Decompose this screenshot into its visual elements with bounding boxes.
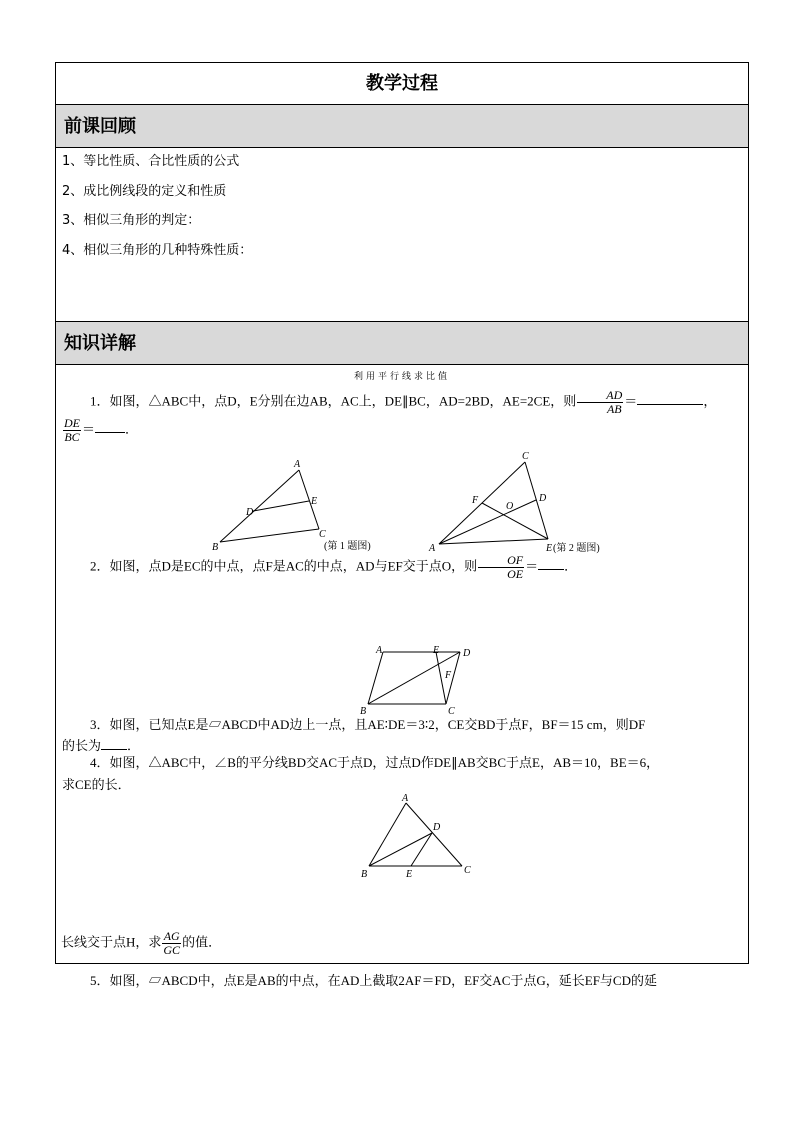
page-title: 教学过程 xyxy=(56,63,748,105)
q2-answer-blank[interactable] xyxy=(538,555,564,570)
figure-3 xyxy=(356,647,486,717)
figure-1 xyxy=(206,457,406,557)
q1-answer-blank-2[interactable] xyxy=(95,418,125,433)
label: D xyxy=(463,648,471,659)
label: F xyxy=(445,670,452,681)
question-3: 3．如图，已知点E是▱ABCD中AD边上一点，且AE∶DE＝3∶2，CE交BD于点F，BF＝15 cm，则DF xyxy=(90,717,646,732)
label: C xyxy=(448,706,455,717)
review-item: 3、相似三角形的判定： xyxy=(62,213,201,228)
question-5-line: 5．如图，▱ABCD中，点E是AB的中点，在AD上截取2AF＝FD，EF交AC于点G，延长EF与CD的延 xyxy=(90,973,657,988)
q5-fraction-ag-gc: $\frac{AG}{GC}$ xyxy=(163,929,181,957)
label: B xyxy=(360,706,367,717)
knowledge-subtitle: 利用平行线求比值 xyxy=(353,371,450,381)
q1-answer-blank-1[interactable] xyxy=(637,390,703,405)
label: A xyxy=(429,543,436,554)
label: E xyxy=(311,496,318,507)
review-section xyxy=(56,148,748,322)
figure-4 xyxy=(356,793,486,883)
q1-fraction-de-bc: $\frac{DE}{BC}$ xyxy=(64,416,80,444)
label: F xyxy=(472,495,479,506)
figure-1-caption: (第 1 题图) xyxy=(324,541,371,552)
label: B xyxy=(212,542,219,553)
label: C xyxy=(464,865,471,876)
review-heading: 前课回顾 xyxy=(56,105,748,148)
label: C xyxy=(319,529,326,540)
question-1-cont: $\frac{DE}{BC}$ ＝ ． xyxy=(64,416,139,444)
question-4: 4．如图，△ABC中，∠B的平分线BD交AC于点D，过点D作DE∥AB交BC于点E，AB＝10，BE＝6， xyxy=(90,755,660,770)
question-2: 2．如图，点D是EC的中点，点F是AC的中点，AD与EF交于点O，则 $\frac{OF}{OE}$ ＝ ． xyxy=(90,553,578,581)
question-1: 1．如图，△ABC中，点D，E分别在边AB，AC上，DE∥BC，AD=2BD，AE=2CE，则 $\frac{AD}{AB}$ ＝ ， xyxy=(90,388,717,416)
label: E xyxy=(406,869,413,880)
label: O xyxy=(506,501,514,512)
review-item: 2、成比例线段的定义和性质 xyxy=(62,183,227,199)
knowledge-section xyxy=(56,365,748,988)
label: A xyxy=(402,793,409,804)
label: E xyxy=(546,543,553,554)
label: D xyxy=(433,822,441,833)
knowledge-heading: 知识详解 xyxy=(56,322,748,365)
label: D xyxy=(539,493,547,504)
q1-text: 1．如图，△ABC中，点D，E分别在边AB，AC上，DE∥BC，AD=2BD，AE=2CE，则 xyxy=(90,393,577,409)
review-item: 1、等比性质、合比性质的公式 xyxy=(62,154,240,169)
figure-2 xyxy=(426,452,676,557)
label: C xyxy=(522,451,529,462)
label: A xyxy=(294,459,301,470)
question-4-cont: 求CE的长． xyxy=(62,777,131,792)
label: D xyxy=(246,507,254,518)
review-item: 4、相似三角形的几种特殊性质： xyxy=(62,242,253,258)
lesson-table xyxy=(55,62,749,988)
q2-fraction-of-oe: $\frac{OF}{OE}$ xyxy=(478,554,524,581)
q3-answer-blank[interactable] xyxy=(101,735,127,750)
figure-2-caption: (第 2 题图) xyxy=(553,543,600,554)
label: B xyxy=(361,869,368,880)
q1-fraction-ad-ab: $\frac{AD}{AB}$ xyxy=(577,389,623,416)
question-5-cont: 长线交于点H，求 $\frac{AG}{GC}$ 的值． xyxy=(61,929,222,957)
label: E xyxy=(433,645,440,656)
question-3-cont: 的长为 ． xyxy=(62,735,742,757)
label: A xyxy=(376,645,383,656)
